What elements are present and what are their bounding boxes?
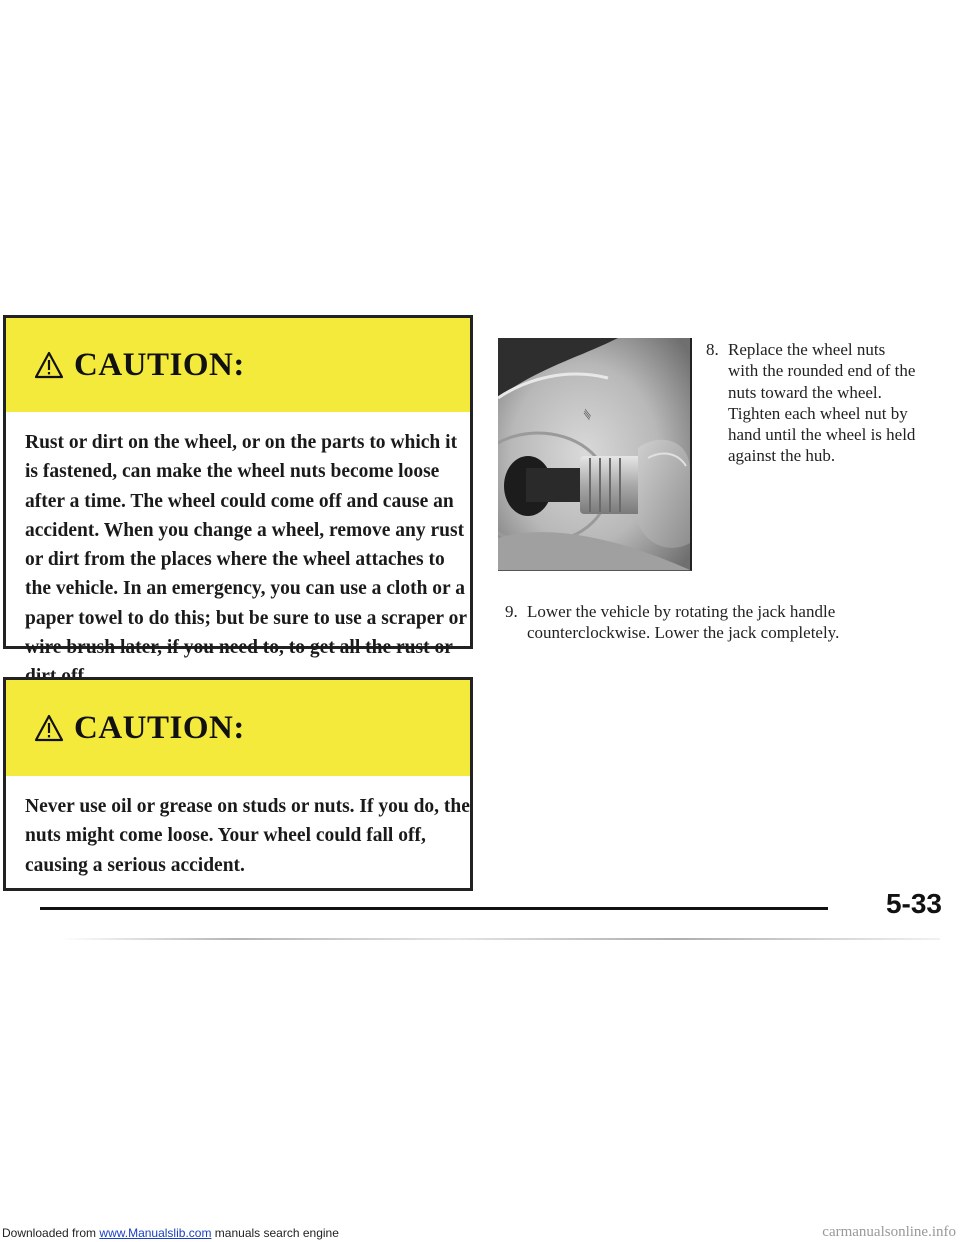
caution-title: CAUTION:	[74, 709, 245, 746]
step-number: 8.	[706, 340, 719, 359]
caution-title: CAUTION:	[74, 346, 245, 383]
step-9	[505, 601, 925, 644]
caution-box-oil	[3, 677, 473, 891]
footer-suffix: manuals search engine	[214, 1226, 339, 1240]
page-rule	[40, 907, 828, 910]
page-number: 5-33	[885, 888, 942, 919]
scan-artifact-line	[60, 938, 940, 940]
caution-text: Rust or dirt on the wheel, or on the parts to which it is fastened, can make the wheel nuts become loose after a time. The wheel could come off and cause an accident. When you change a wheel, remove any rust or dirt from the places where the wheel attaches to the vehicle. In an emergency, you can use a cloth or a paper towel to do this; but be sure to use a scraper or wire brush later, if you need to, to get all the rust or	[25, 432, 467, 659]
wheel-nut-photo	[498, 338, 692, 571]
footer-prefix: Downloaded from	[2, 1226, 97, 1240]
step-8	[706, 339, 916, 467]
caution-text: Never use oil or grease on studs or nuts. If you do, the nuts might come loose. Your wheel could fall off, causing a serious accident.	[25, 796, 470, 876]
caution-box-rust	[3, 315, 473, 659]
warning-triangle-icon	[34, 714, 64, 742]
step-number: 9.	[505, 602, 518, 621]
caution-header	[6, 318, 470, 412]
warning-triangle-icon	[34, 351, 64, 379]
wheel-nut-illustration	[498, 338, 690, 570]
download-footer	[0, 1225, 960, 1242]
svg-text:∕∕∕: ∕∕∕	[581, 409, 595, 420]
footer-credit	[2, 1225, 339, 1242]
caution-header	[6, 680, 470, 776]
step-text: Replace the wheel nuts with the rounded end of the nuts toward the wheel. Tighten each wheel nut by hand until the wheel is held against the hub.	[728, 340, 916, 466]
step-text: Lower the vehicle by rotating the jack handle counterclockwise. Lower the jack completely.	[527, 602, 840, 643]
watermark-text: carmanualsonline.info	[822, 1224, 956, 1240]
manualslib-link[interactable]: www.Manualslib.com	[99, 1226, 212, 1240]
